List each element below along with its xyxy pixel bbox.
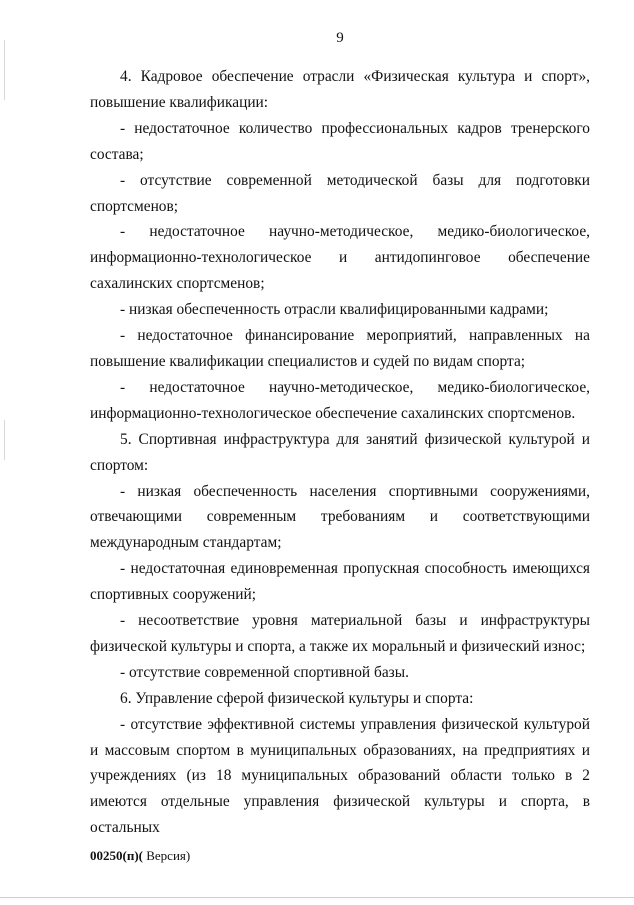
scan-edge-mark [4,40,5,100]
scan-edge-mark [4,420,5,460]
paragraph: - отсутствие эффективной системы управления физической культурой и массовым спортом в муниципальных образованиях, на предприятиях и учреждениях (из 18 муниципальных образований области только в 2 имеются отдельные управления физической культуры и спорта, в остальных [90,715,590,837]
paragraph: - низкая обеспеченность отрасли квалифицированными кадрами; [120,301,549,319]
page-number: 9 [336,30,344,46]
document-body [90,64,590,841]
document-code: 00250(п)( [90,848,143,863]
paragraph: - недостаточное научно-методическое, медико-биологическое, информационно-технологическое и антидопинговое обеспечение сахалинских спортсменов; [90,223,590,293]
paragraph: - недостаточное финансирование мероприятий, направленных на повышение квалификации специалистов и судей по видам спорта; [90,327,590,370]
paragraph: 6. Управление сферой физической культуры и спорта: [120,689,474,707]
scan-bottom-rule [0,897,634,898]
paragraph: - недостаточное количество профессиональных кадров тренерского состава; [90,119,590,163]
paragraph: 5. Спортивная инфраструктура для занятий физической культурой и спортом: [90,430,590,474]
paragraph: - недостаточное научно-методическое, медико-биологическое, информационно-технологическое обеспечение сахалинских спортсменов. [90,378,590,422]
paragraph: - отсутствие современной спортивной базы. [120,663,409,681]
paragraph: - низкая обеспеченность населения спортивными сооружениями, отвечающими современным требованиям и соответствующими международным стандартам; [90,482,590,552]
document-version: Версия) [142,848,191,863]
paragraph: - недостаточная единовременная пропускная способность имеющихся спортивных сооружений; [90,560,590,604]
paragraph: 4. Кадровое обеспечение отрасли «Физическая культура и спорт», повышение квалификации: [90,68,590,111]
paragraph: - несоответствие уровня материальной базы и инфраструктуры физической культуры и спорта, а также их моральный и физический износ; [90,612,590,655]
paragraph: - отсутствие современной методической базы для подготовки спортсменов; [90,171,590,215]
document-footer [90,848,190,864]
